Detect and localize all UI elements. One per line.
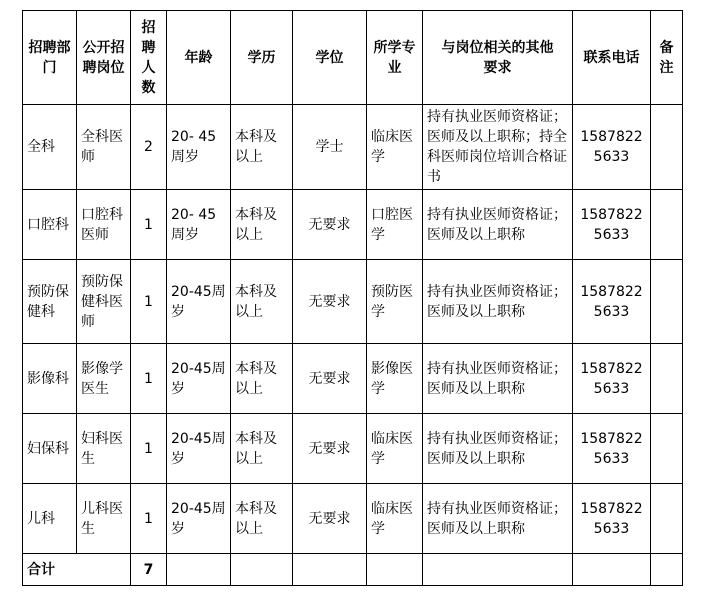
cell-major: 口腔医学	[367, 190, 423, 260]
total-empty-cell	[231, 554, 293, 586]
header-row	[23, 11, 683, 105]
header-other: 与岗位相关的其他要求	[423, 11, 573, 105]
cell-dept: 预防保健科	[23, 260, 77, 344]
cell-other: 持有执业医师资格证；医师及以上职称	[423, 484, 573, 554]
cell-position: 口腔科医师	[77, 190, 131, 260]
table-row	[23, 344, 683, 414]
cell-other: 持有执业医师资格证；医师及以上职称	[423, 190, 573, 260]
cell-phone: 15878225633	[573, 260, 651, 344]
cell-dept: 全科	[23, 105, 77, 190]
header-phone: 联系电话	[573, 11, 651, 105]
cell-count: 1	[131, 190, 167, 260]
table-row	[23, 484, 683, 554]
cell-note	[651, 414, 683, 484]
total-empty-cell	[367, 554, 423, 586]
cell-position: 预防保健科医师	[77, 260, 131, 344]
cell-major: 临床医学	[367, 414, 423, 484]
cell-note	[651, 190, 683, 260]
table-row	[23, 414, 683, 484]
header-age: 年龄	[167, 11, 231, 105]
cell-education: 本科及以上	[231, 105, 293, 190]
cell-major: 影像医学	[367, 344, 423, 414]
total-row	[23, 554, 683, 586]
cell-phone: 15878225633	[573, 344, 651, 414]
cell-major: 临床医学	[367, 105, 423, 190]
header-note: 备注	[651, 11, 683, 105]
header-count: 招聘人数	[131, 11, 167, 105]
cell-other: 持有执业医师资格证；医师及以上职称	[423, 344, 573, 414]
table-row	[23, 190, 683, 260]
cell-count: 1	[131, 414, 167, 484]
total-label: 合计	[23, 554, 131, 586]
cell-phone: 15878225633	[573, 105, 651, 190]
cell-note	[651, 484, 683, 554]
table-row	[23, 105, 683, 190]
table-row	[23, 260, 683, 344]
cell-dept: 影像科	[23, 344, 77, 414]
cell-other: 持有执业医师资格证；医师及以上职称	[423, 414, 573, 484]
cell-other: 持有执业医师资格证；医师及以上职称；持全科医师岗位培训合格证书	[423, 105, 573, 190]
cell-degree: 无要求	[293, 414, 367, 484]
cell-major: 临床医学	[367, 484, 423, 554]
total-empty-cell	[423, 554, 573, 586]
cell-count: 1	[131, 344, 167, 414]
cell-degree: 无要求	[293, 190, 367, 260]
cell-degree: 无要求	[293, 260, 367, 344]
cell-count: 1	[131, 484, 167, 554]
cell-position: 影像学医生	[77, 344, 131, 414]
cell-degree: 无要求	[293, 484, 367, 554]
cell-age: 20-45周岁	[167, 260, 231, 344]
cell-note	[651, 105, 683, 190]
cell-education: 本科及以上	[231, 260, 293, 344]
cell-note	[651, 344, 683, 414]
cell-degree: 无要求	[293, 344, 367, 414]
total-count: 7	[131, 554, 167, 586]
cell-degree: 学士	[293, 105, 367, 190]
cell-age: 20- 45周岁	[167, 105, 231, 190]
recruitment-table	[22, 10, 683, 586]
header-position: 公开招聘岗位	[77, 11, 131, 105]
cell-phone: 15878225633	[573, 190, 651, 260]
total-empty-cell	[167, 554, 231, 586]
cell-count: 1	[131, 260, 167, 344]
cell-position: 全科医师	[77, 105, 131, 190]
total-empty-cell	[293, 554, 367, 586]
cell-dept: 口腔科	[23, 190, 77, 260]
cell-age: 20-45周岁	[167, 414, 231, 484]
header-dept: 招聘部门	[23, 11, 77, 105]
cell-phone: 15878225633	[573, 414, 651, 484]
cell-note	[651, 260, 683, 344]
cell-phone: 15878225633	[573, 484, 651, 554]
total-empty-cell	[651, 554, 683, 586]
cell-education: 本科及以上	[231, 484, 293, 554]
cell-position: 妇科医生	[77, 414, 131, 484]
cell-education: 本科及以上	[231, 414, 293, 484]
cell-other: 持有执业医师资格证；医师及以上职称	[423, 260, 573, 344]
header-education: 学历	[231, 11, 293, 105]
total-empty-cell	[573, 554, 651, 586]
cell-major: 预防医学	[367, 260, 423, 344]
cell-count: 2	[131, 105, 167, 190]
cell-dept: 妇保科	[23, 414, 77, 484]
cell-age: 20-45周岁	[167, 344, 231, 414]
cell-dept: 儿科	[23, 484, 77, 554]
cell-education: 本科及以上	[231, 190, 293, 260]
header-major: 所学专业	[367, 11, 423, 105]
header-degree: 学位	[293, 11, 367, 105]
cell-age: 20- 45周岁	[167, 190, 231, 260]
cell-age: 20-45周岁	[167, 484, 231, 554]
cell-position: 儿科医生	[77, 484, 131, 554]
cell-education: 本科及以上	[231, 344, 293, 414]
